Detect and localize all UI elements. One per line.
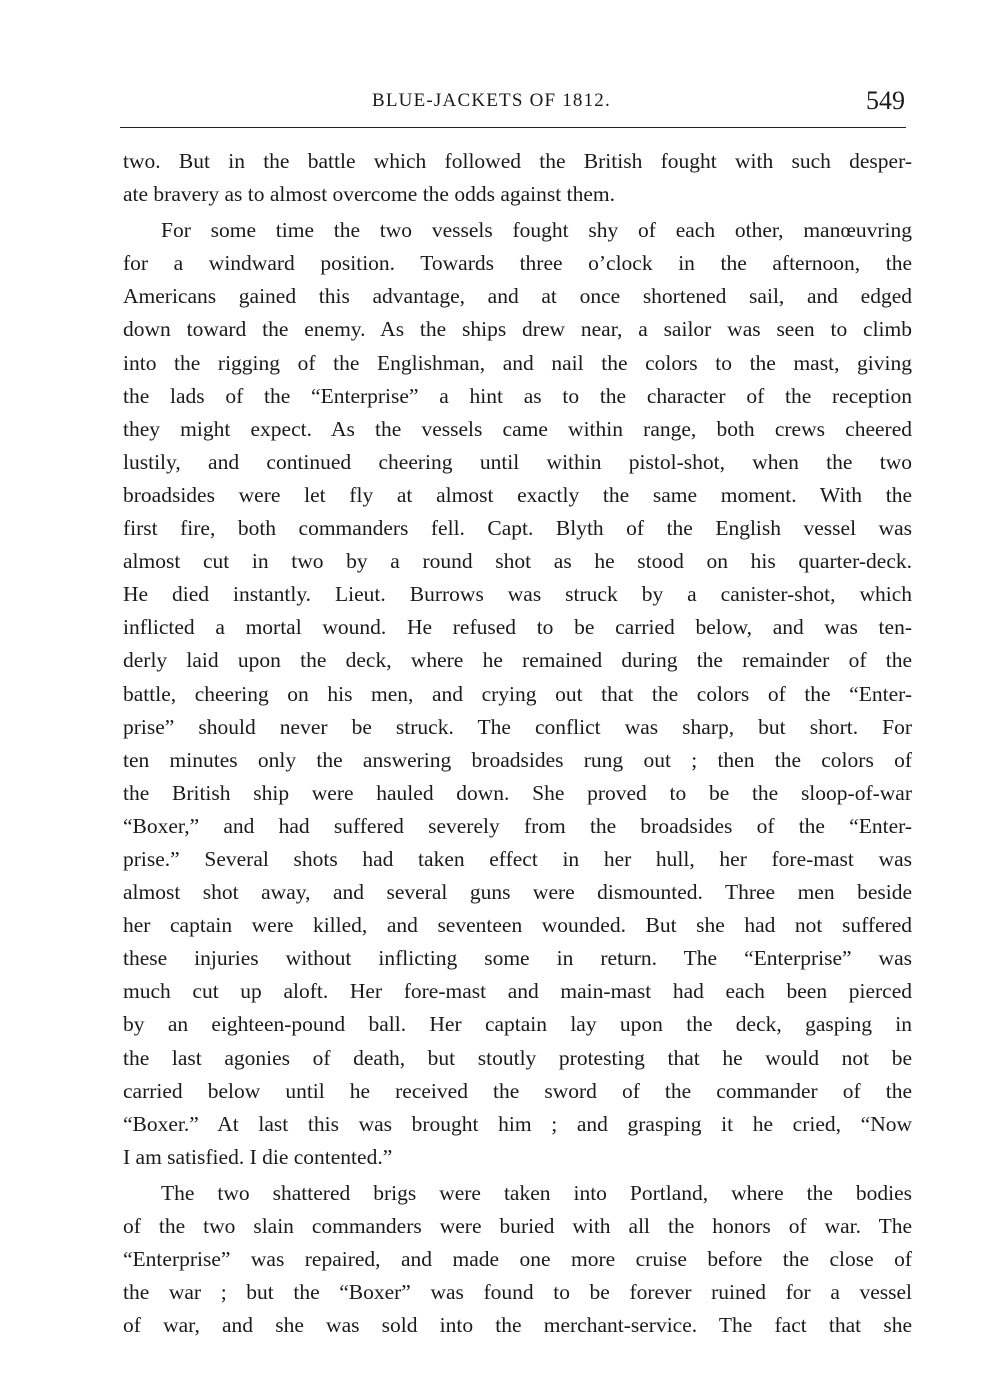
text-line: her captain were killed, and seventeen wounded. But she had not suffered [123,913,912,938]
text-line: by an eighteen-pound ball. Her captain lay upon the deck, gasping in [123,1012,912,1037]
text-line: the British ship were hauled down. She proved to be the sloop-of-war [123,780,912,805]
header-rule [120,127,906,128]
text-line: these injuries without inflicting some in return. The “Enterprise” was [123,946,912,971]
text-line: He died instantly. Lieut. Burrows was struck by a canister-shot, which [123,582,912,607]
text-line: two. But in the battle which followed the British fought with such desper- [123,149,912,173]
running-head [0,86,1000,116]
text-line: inflicted a mortal wound. He refused to be carried below, and was ten- [123,615,912,640]
text-line: into the rigging of the Englishman, and nail the colors to the mast, giving [123,350,912,375]
text-line: much cut up aloft. Her fore-mast and main-mast had each been pierced [123,979,912,1004]
text-line: the last agonies of death, but stoutly protesting that he would not be [123,1045,912,1070]
text-line: prise” should never be struck. The conflict was sharp, but short. For [123,714,912,739]
text-line: for a windward position. Towards three o’clock in the afternoon, the [123,251,912,276]
text-line: the war ; but the “Boxer” was found to be forever ruined for a vessel [123,1280,912,1305]
text-line: derly laid upon the deck, where he remained during the remainder of the [123,648,912,673]
text-line: of the two slain commanders were buried with all the honors of war. The [123,1214,912,1238]
text-line: I am satisfied. I die contented.” [123,1144,393,1169]
text-line: almost shot away, and several guns were dismounted. Three men beside [123,880,912,905]
text-line: down toward the enemy. As the ships drew near, a sailor was seen to climb [123,317,912,342]
text-line: they might expect. As the vessels came within range, both crews cheered [123,416,912,441]
paragraph [123,1177,912,1342]
text-line: The two shattered brigs were taken into Portland, where the bodies [161,1180,912,1205]
text-line: ten minutes only the answering broadsides rung out ; then the colors of [123,747,912,772]
text-line: carried below until he received the sword of the commander of the [123,1078,912,1103]
text-line: For some time the two vessels fought shy of each other, manœuvring [161,218,912,243]
text-line: Americans gained this advantage, and at once shortened sail, and edged [123,284,912,309]
text-line: the lads of the “Enterprise” a hint as to the character of the reception [123,383,912,408]
running-head-title: BLUE-JACKETS OF 1812. [372,90,611,111]
text-line: prise.” Several shots had taken effect in her hull, her fore-mast was [123,846,912,871]
text-line: “Boxer,” and had suffered severely from the broadsides of the “Enter- [123,813,912,838]
text-line: first fire, both commanders fell. Capt. Blyth of the English vessel was [123,516,912,541]
text-line: of war, and she was sold into the merchant-service. The fact that she [123,1313,912,1338]
paragraph [123,145,912,211]
text-line: ate bravery as to almost overcome the odds against them. [123,182,615,207]
paragraph [123,214,912,1174]
text-line: broadsides were let fly at almost exactly the same moment. With the [123,482,912,507]
body-text [123,145,912,1342]
text-line: “Enterprise” was repaired, and made one more cruise before the close of [123,1247,912,1272]
text-line: “Boxer.” At last this was brought him ; and grasping it he cried, “Now [123,1111,912,1136]
text-line: battle, cheering on his men, and crying out that the colors of the “Enter- [123,681,912,706]
text-line: lustily, and continued cheering until within pistol-shot, when the two [123,449,912,474]
text-line: almost cut in two by a round shot as he stood on his quarter-deck. [123,549,912,574]
page-number: 549 [866,86,905,115]
